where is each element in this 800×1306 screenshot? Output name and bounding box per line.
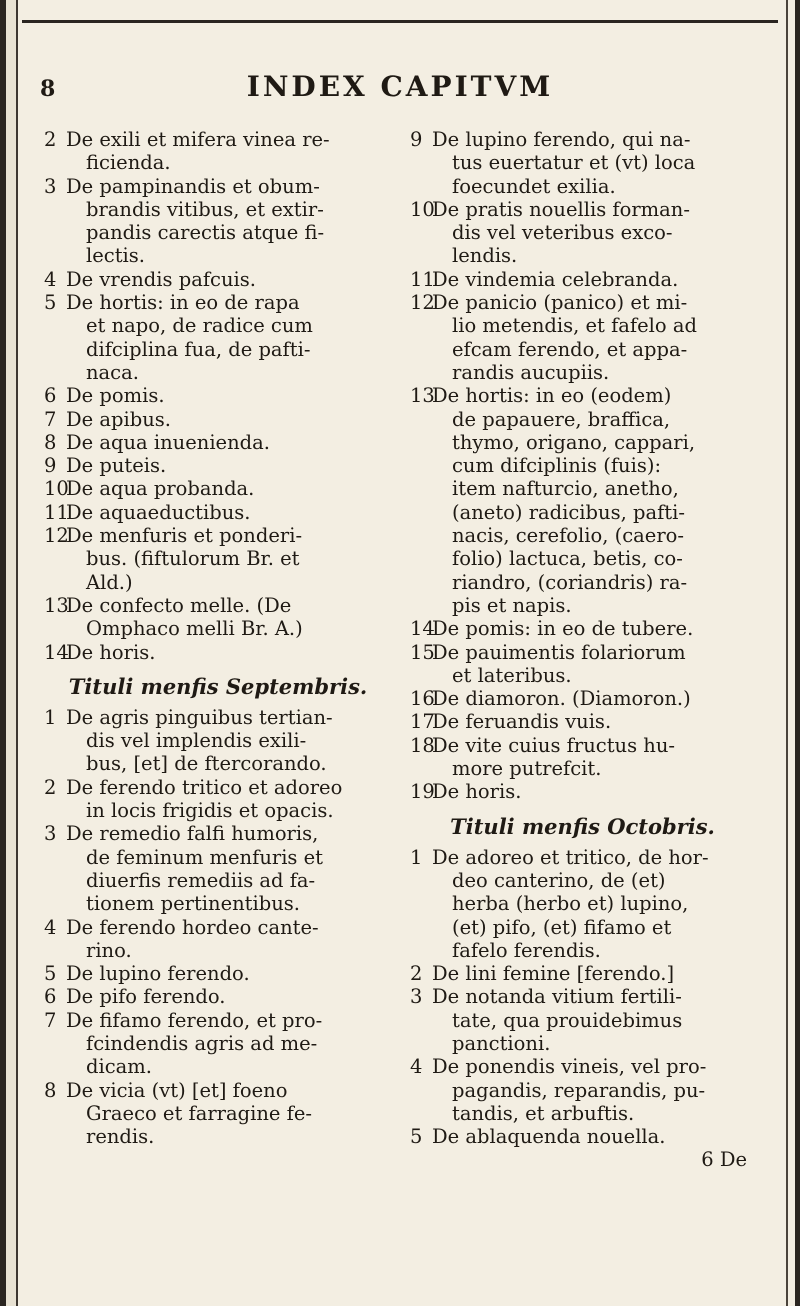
entry-number: 14	[44, 640, 69, 664]
entry-number: 4	[410, 1055, 423, 1079]
entry-text-line: De remedio falfi humoris,	[66, 822, 319, 846]
index-entry	[44, 431, 392, 454]
entry-text-line: nacis, cerefolio, (caero-	[452, 524, 684, 548]
entry-number: 12	[410, 291, 435, 315]
index-entry	[44, 384, 392, 407]
entry-text-line: more putrefcit.	[452, 757, 602, 781]
entry-text-line: De exili et mifera vinea re-	[66, 128, 330, 151]
index-entry	[44, 454, 392, 477]
entry-text-line: De horis.	[432, 780, 522, 804]
entry-text-line: De horis.	[66, 640, 156, 664]
section-title: Tituli menfis Septembris.	[68, 673, 368, 699]
right-column	[410, 128, 755, 1172]
top-rule	[22, 20, 778, 23]
entry-number: 2	[44, 775, 57, 799]
entry-text-line: naca.	[86, 360, 139, 384]
index-entry	[410, 128, 755, 198]
entry-number: 4	[44, 267, 57, 291]
entry-text-line: lendis.	[452, 244, 518, 268]
entry-text-line: De puteis.	[66, 454, 167, 478]
entry-number: 13	[410, 384, 435, 408]
entry-text-line: De pomis: in eo de tubere.	[432, 617, 694, 641]
entry-text-line: foecundet exilia.	[452, 174, 616, 198]
index-entry	[44, 1009, 392, 1079]
entry-text-line: de feminum menfuris et	[86, 845, 324, 869]
entry-text-line: bus. (fiftulorum Br. et	[86, 547, 300, 571]
index-entry	[410, 687, 755, 710]
entry-text-line: De notanda vitium fertili-	[432, 985, 682, 1009]
entry-text-line: De menfuris et ponderi-	[66, 524, 303, 548]
entry-number: 2	[410, 962, 423, 986]
entry-number: 8	[44, 1078, 57, 1102]
section-title: Tituli menfis Octobris.	[450, 813, 715, 839]
entry-number: 3	[44, 822, 57, 846]
entry-text-line: De ferendo tritico et adoreo	[66, 775, 343, 799]
entry-text-line: De lupino ferendo.	[66, 962, 250, 986]
entry-text-line: De hortis: in eo de rapa	[66, 291, 300, 315]
index-entry	[44, 291, 392, 384]
entry-text-line: Ald.)	[86, 570, 133, 594]
index-entry	[410, 641, 755, 688]
entry-text-line: tandis, et arbuftis.	[452, 1101, 635, 1125]
entry-number: 18	[410, 733, 435, 757]
index-entry	[410, 1055, 755, 1125]
index-entry	[410, 734, 755, 781]
index-entry	[410, 617, 755, 640]
entry-text-line: tus euertatur et (vt) loca	[452, 151, 696, 175]
index-entry	[44, 641, 392, 664]
entry-number: 2	[44, 128, 57, 151]
entry-text-line: lectis.	[86, 244, 145, 268]
running-title: INDEX CAPITVM	[246, 70, 554, 103]
entry-text-line: herba (herbo et) lupino,	[452, 892, 689, 916]
entry-text-line: fafelo ferendis.	[452, 938, 601, 962]
entry-number: 1	[44, 705, 57, 729]
entry-text-line: De vicia (vt) [et] foeno	[66, 1078, 288, 1102]
entry-text-line: riandro, (coriandris) ra-	[452, 570, 688, 594]
entry-number: 17	[410, 710, 435, 734]
index-entry	[44, 1079, 392, 1149]
entry-text-line: De fifamo ferendo, et pro-	[66, 1008, 323, 1032]
entry-text-line: De ponendis vineis, vel pro-	[432, 1055, 707, 1079]
entry-number: 5	[44, 291, 57, 315]
entry-number: 10	[410, 197, 435, 221]
page-frame-left	[0, 0, 22, 1306]
entry-number: 4	[44, 915, 57, 939]
entry-text-line: et lateribus.	[452, 663, 572, 687]
entry-text-line: De feruandis vuis.	[432, 710, 612, 734]
entry-number: 8	[44, 430, 57, 454]
index-entry	[44, 916, 392, 963]
index-entry	[410, 1125, 755, 1148]
index-entry	[44, 594, 392, 641]
entry-number: 7	[44, 407, 57, 431]
entry-text-line: De vrendis pafcuis.	[66, 267, 256, 291]
entry-text-line: pagandis, reparandis, pu-	[452, 1078, 706, 1102]
entry-text-line: deo canterino, de (et)	[452, 868, 666, 892]
entry-number: 13	[44, 593, 69, 617]
entry-text-line: tionem pertinentibus.	[86, 892, 300, 916]
entry-text-line: dis vel implendis exili-	[86, 729, 307, 753]
index-entry	[410, 780, 755, 803]
entry-number: 9	[44, 454, 57, 478]
index-entry	[410, 846, 755, 962]
entry-text-line: De pomis.	[66, 384, 165, 408]
index-entry	[44, 175, 392, 268]
entry-text-line: De apibus.	[66, 407, 171, 431]
index-entry	[44, 962, 392, 985]
index-entry	[410, 268, 755, 291]
page-header	[40, 70, 760, 110]
entry-number: 7	[44, 1008, 57, 1032]
entry-number: 6	[44, 384, 57, 408]
entry-text-line: De pifo ferendo.	[66, 985, 226, 1009]
entry-text-line: De vindemia celebranda.	[432, 267, 679, 291]
entry-text-line: cum difciplinis (fuis):	[452, 454, 662, 478]
entry-text-line: De aquaeductibus.	[66, 500, 251, 524]
entry-number: 15	[410, 640, 435, 664]
entry-number: 16	[410, 687, 435, 711]
entry-text-line: (aneto) radicibus, pafti-	[452, 500, 685, 524]
page-number: 8	[40, 76, 56, 102]
entry-text-line: tate, qua prouidebimus	[452, 1008, 683, 1032]
index-entry	[410, 962, 755, 985]
entry-text-line: De pratis nouellis forman-	[432, 197, 690, 221]
entry-text-line: De aqua probanda.	[66, 477, 255, 501]
index-entry	[44, 706, 392, 776]
index-entry	[44, 501, 392, 524]
entry-text-line: De confecto melle. (De	[66, 593, 292, 617]
index-entry	[44, 822, 392, 915]
entry-text-line: efcam ferendo, et appa-	[452, 337, 688, 361]
entry-text-line: De agris pinguibus tertian-	[66, 705, 333, 729]
entry-text-line: De pampinandis et obum-	[66, 174, 320, 198]
entry-number: 3	[410, 985, 423, 1009]
entry-text-line: De pauimentis folariorum	[432, 640, 686, 664]
entry-number: 11	[410, 267, 435, 291]
index-entry	[44, 985, 392, 1008]
entry-text-line: lio metendis, et fafelo ad	[452, 314, 697, 338]
entry-text-line: dis vel veteribus exco-	[452, 221, 673, 245]
entry-text-line: difciplina fua, de pafti-	[86, 337, 311, 361]
entry-text-line: rendis.	[86, 1125, 155, 1149]
index-entry	[410, 710, 755, 733]
entry-text-line: de papauere, braffica,	[452, 407, 671, 431]
entry-text-line: rino.	[86, 938, 132, 962]
entry-text-line: pis et napis.	[452, 593, 572, 617]
entry-number: 19	[410, 780, 435, 804]
entry-text-line: fcindendis agris ad me-	[86, 1031, 318, 1055]
entry-text-line: De ferendo hordeo cante-	[66, 915, 319, 939]
entry-text-line: folio) lactuca, betis, co-	[452, 547, 683, 571]
page-frame-right	[778, 0, 800, 1306]
entry-text-line: diuerfis remediis ad fa-	[86, 868, 316, 892]
index-entry	[44, 128, 392, 175]
entry-text-line: et napo, de radice cum	[86, 314, 313, 338]
entry-text-line: De lupino ferendo, qui na-	[432, 128, 691, 151]
entry-text-line: in locis frigidis et opacis.	[86, 799, 334, 823]
entry-text-line: ficienda.	[86, 151, 171, 175]
entry-text-line: De diamoron. (Diamoron.)	[432, 687, 691, 711]
index-entry	[44, 776, 392, 823]
entry-number: 5	[44, 962, 57, 986]
entry-number: 5	[410, 1125, 423, 1149]
entry-text-line: De ablaquenda nouella.	[432, 1125, 666, 1149]
entry-number: 1	[410, 845, 423, 869]
index-entry	[410, 291, 755, 384]
entry-text-line: De aqua inuenienda.	[66, 430, 270, 454]
entry-text-line: Omphaco melli Br. A.)	[86, 617, 303, 641]
index-entry	[410, 384, 755, 617]
entry-text-line: pandis carectis atque fi-	[86, 221, 325, 245]
entry-text-line: De lini femine [ferendo.]	[432, 962, 675, 986]
index-entry	[44, 524, 392, 594]
entry-number: 14	[410, 617, 435, 641]
entry-number: 10	[44, 477, 69, 501]
index-entry	[410, 985, 755, 1055]
entry-text-line: dicam.	[86, 1055, 152, 1079]
index-entry	[44, 408, 392, 431]
entry-text-line: brandis vitibus, et extir-	[86, 197, 324, 221]
entry-text-line: De panicio (panico) et mi-	[432, 291, 688, 315]
entry-number: 11	[44, 500, 69, 524]
entry-text-line: bus, [et] de ftercorando.	[86, 752, 327, 776]
entry-text-line: thymo, origano, cappari,	[452, 430, 696, 454]
entry-text-line: randis aucupiis.	[452, 360, 610, 384]
index-entry	[44, 477, 392, 500]
entry-text-line: De vite cuius fructus hu-	[432, 733, 676, 757]
entry-text-line: panctioni.	[452, 1031, 551, 1055]
entry-number: 12	[44, 524, 69, 548]
entry-text-line: De adoreo et tritico, de hor-	[432, 845, 709, 869]
entry-number: 6	[44, 985, 57, 1009]
entry-text-line: (et) pifo, (et) fifamo et	[452, 915, 672, 939]
entry-number: 3	[44, 174, 57, 198]
entry-text-line: De hortis: in eo (eodem)	[432, 384, 672, 408]
index-entry	[410, 198, 755, 268]
entry-text-line: item nafturcio, anetho,	[452, 477, 679, 501]
catchword: 6 De	[701, 1148, 747, 1172]
left-column	[44, 128, 392, 1148]
entry-text-line: Graeco et farragine fe-	[86, 1101, 312, 1125]
entry-number: 9	[410, 128, 423, 151]
index-entry	[44, 268, 392, 291]
